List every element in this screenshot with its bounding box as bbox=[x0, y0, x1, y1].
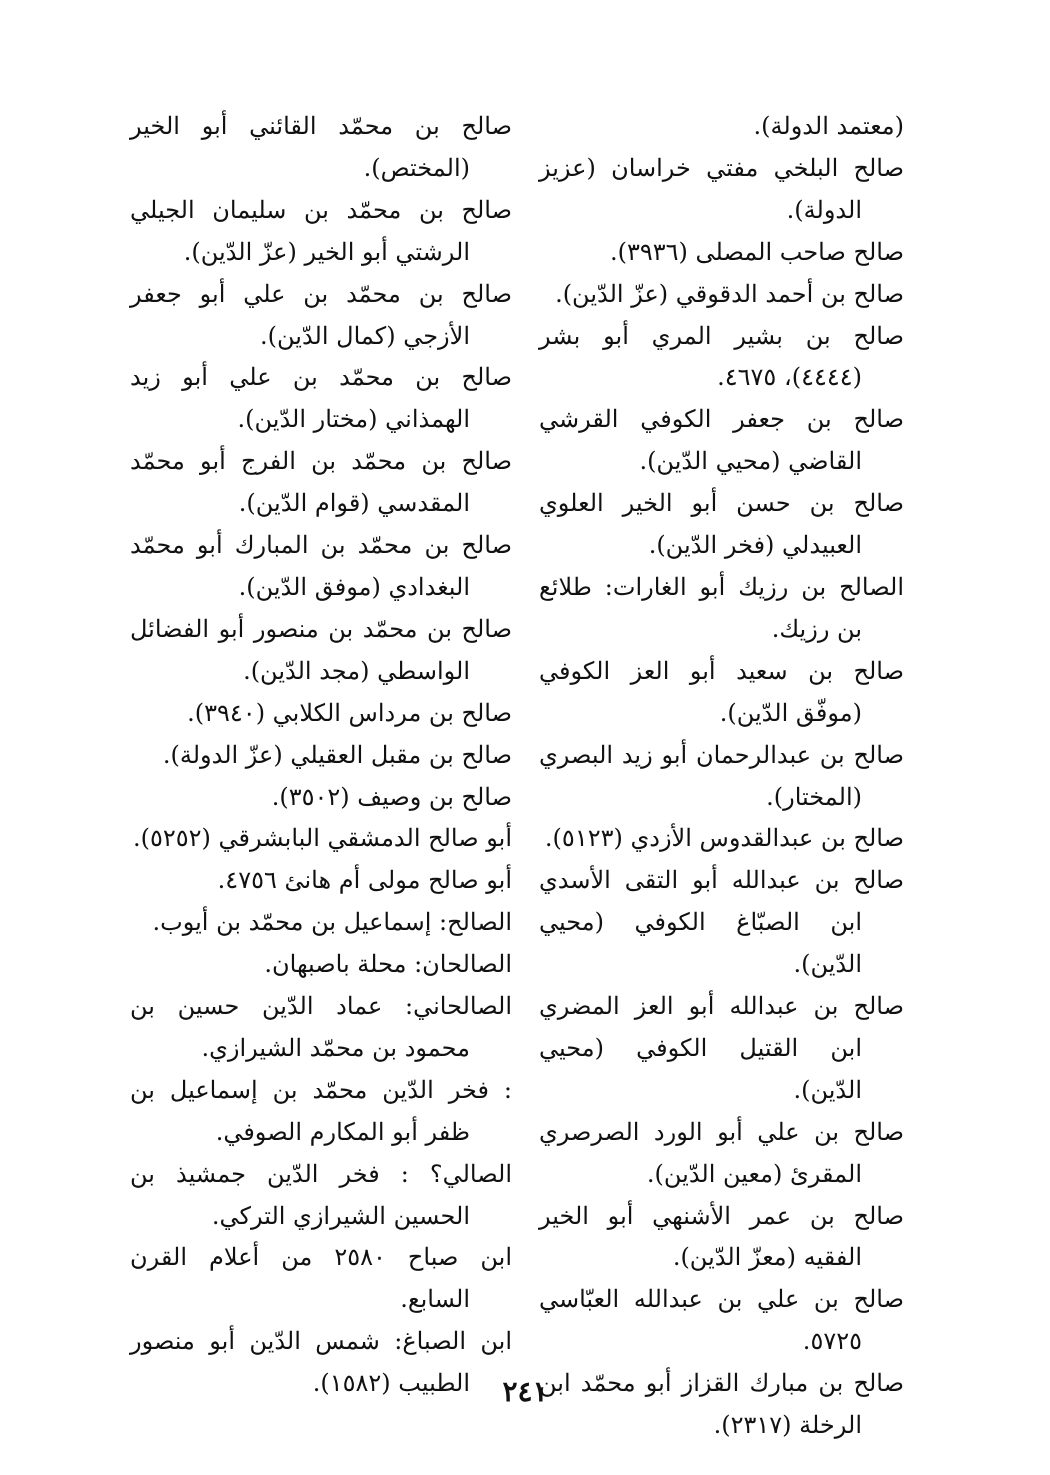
index-entry: صالح بن جعفر الكوفي القرشي القاضي (محيي الدّين). bbox=[539, 405, 904, 476]
index-entry: أبو صالح مولى أم هانئ ٤٧٥٦. bbox=[217, 866, 512, 895]
index-entry: (معتمد الدولة). bbox=[753, 112, 904, 140]
index-column-right bbox=[539, 106, 904, 1447]
index-entry: صالح بن عبدالله أبو العز المضري ابن القتيل الكوفي (محيي الدّين). bbox=[539, 992, 904, 1104]
index-entry: صالح بن عبدالرحمان أبو زيد البصري (المختار). bbox=[539, 740, 904, 811]
index-entry: صالح بن علي بن عبدالله العبّاسي ٥٧٢٥. bbox=[539, 1285, 904, 1356]
index-entry: صالح بن بشير المري أبو بشر (٤٤٤٤)، ٤٦٧٥. bbox=[539, 321, 904, 392]
index-entry: صالح بن محمّد بن منصور أبو الفضائل الواسطي (مجد الدّين). bbox=[130, 614, 512, 685]
index-entry: صالح بن عمر الأشنهي أبو الخير الفقيه (معزّ الدّين). bbox=[539, 1201, 904, 1272]
index-entry: الصالح بن رزيك أبو الغارات: طلائع بن رزيك. bbox=[539, 572, 904, 643]
index-entry: صالح بن مبارك القزاز أبو محمّد ابن الرخلة (٢٣١٧). bbox=[539, 1369, 904, 1440]
index-entry: : فخر الدّين محمّد بن إسماعيل بن ظفر أبو المكارم الصوفي. bbox=[130, 1075, 512, 1146]
index-entry: صالح بن مقبل العقيلي (عزّ الدولة). bbox=[162, 740, 512, 769]
index-entry: الصالي؟ : فخر الدّين جمشيذ بن الحسين الشيرازي التركي. bbox=[130, 1159, 512, 1230]
index-entry: صالح بن محمّد بن الفرج أبو محمّد المقدسي (قوام الدّين). bbox=[130, 447, 512, 518]
index-entry: ابن صباح ٢٥٨٠ من أعلام القرن السابع. bbox=[130, 1243, 512, 1314]
index-entry: صالح بن حسن أبو الخير العلوي العبيدلي (فخر الدّين). bbox=[539, 489, 904, 560]
index-entry: صالح صاحب المصلى (٣٩٣٦). bbox=[609, 237, 904, 266]
index-entry: صالح بن مرداس الكلابي (٣٩٤٠). bbox=[187, 698, 512, 727]
index-entry: الصالح: إسماعيل بن محمّد بن أيوب. bbox=[152, 908, 512, 937]
index-entry: أبو صالح الدمشقي البابشرقي (٥٢٥٢). bbox=[132, 824, 512, 853]
index-entry: الصالحاني: عماد الدّين حسين بن محمود بن محمّد الشيرازي. bbox=[130, 992, 512, 1062]
index-entry: صالح بن محمّد بن علي أبو زيد الهمذاني (مختار الدّين). bbox=[130, 363, 512, 434]
index-entry: الصالحان: محلة باصبهان. bbox=[264, 950, 512, 979]
index-column-left bbox=[130, 106, 512, 1405]
index-entry: صالح بن سعيد أبو العز الكوفي (موفّق الدّين). bbox=[539, 656, 904, 727]
index-entry: صالح بن عبدالقدوس الأزدي (٥١٢٣). bbox=[544, 824, 904, 853]
index-entry: صالح بن علي أبو الورد الصرصري المقرئ (معين الدّين). bbox=[539, 1117, 904, 1188]
index-entry: صالح بن وصيف (٣٥٠٢). bbox=[271, 782, 512, 811]
index-entry: صالح بن محمّد بن علي أبو جعفر الأزجي (كمال الدّين). bbox=[130, 279, 512, 350]
index-entry: صالح البلخي مفتي خراسان (عزيز الدولة). bbox=[539, 153, 904, 224]
index-entry: ابن الصباغ: شمس الدّين أبو منصور الطبيب (١٥٨٢). bbox=[130, 1327, 512, 1398]
index-entry: صالح بن محمّد بن المبارك أبو محمّد البغدادي (موفق الدّين). bbox=[130, 531, 512, 601]
index-entry: صالح بن محمّد بن سليمان الجيلي الرشتي أبو الخير (عزّ الدّين). bbox=[130, 195, 512, 266]
index-entry: صالح بن عبدالله أبو التقى الأسدي ابن الصبّاغ الكوفي (محيي الدّين). bbox=[539, 866, 904, 979]
index-entry: صالح بن أحمد الدقوقي (عزّ الدّين). bbox=[555, 279, 904, 308]
page-number: ٢٤١ bbox=[502, 1375, 548, 1408]
index-entry: صالح بن محمّد القائني أبو الخير (المختص). bbox=[130, 112, 512, 182]
